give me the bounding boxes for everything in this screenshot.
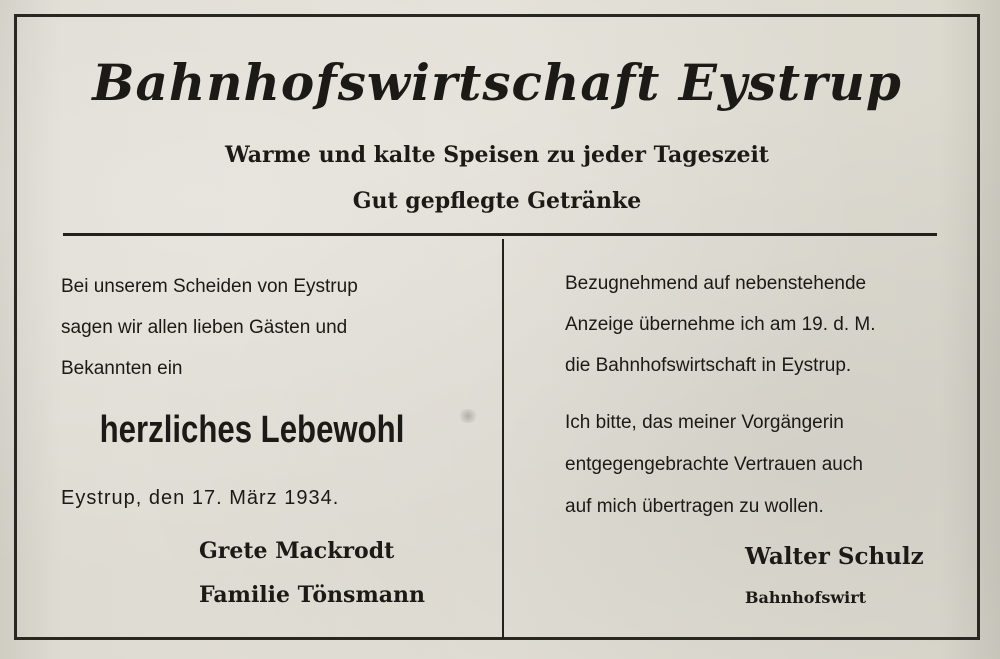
left-text-line: sagen wir allen lieben Gästen und [61, 317, 348, 338]
left-text-line: Bekannten ein [61, 358, 183, 379]
right-text-line: Anzeige übernehme ich am 19. d. M. [565, 314, 876, 335]
signature-role: Bahnhofswirt [745, 588, 867, 607]
right-text-line: auf mich übertragen zu wollen. [565, 496, 824, 517]
right-text-line: Bezugnehmend auf nebenstehende [565, 273, 867, 294]
tagline-drinks: Gut gepflegte Getränke [352, 188, 642, 214]
right-text-line: die Bahnhofswirtschaft in Eystrup. [565, 355, 852, 376]
advertisement-box [14, 14, 980, 640]
right-text-line: Ich bitte, das meiner Vorgängerin [565, 412, 844, 433]
right-text-line: entgegengebrachte Vertrauen auch [565, 454, 863, 475]
signature-walter-schulz: Walter Schulz [745, 543, 924, 570]
farewell-heading: herzliches Lebewohl [99, 409, 405, 451]
signature-grete-mackrodt: Grete Mackrodt [199, 538, 395, 564]
ink-smudge [457, 409, 479, 423]
dateline: Eystrup, den 17. März 1934. [61, 487, 340, 509]
horizontal-divider [63, 233, 937, 236]
left-text-line: Bei unserem Scheiden von Eystrup [61, 276, 358, 297]
vertical-divider [502, 239, 504, 639]
signature-familie-toensmann: Familie Tönsmann [199, 582, 425, 608]
tagline-food: Warme und kalte Speisen zu jeder Tageszeit [225, 142, 769, 168]
ad-title: Bahnhofswirtschaft Eystrup [92, 53, 902, 112]
